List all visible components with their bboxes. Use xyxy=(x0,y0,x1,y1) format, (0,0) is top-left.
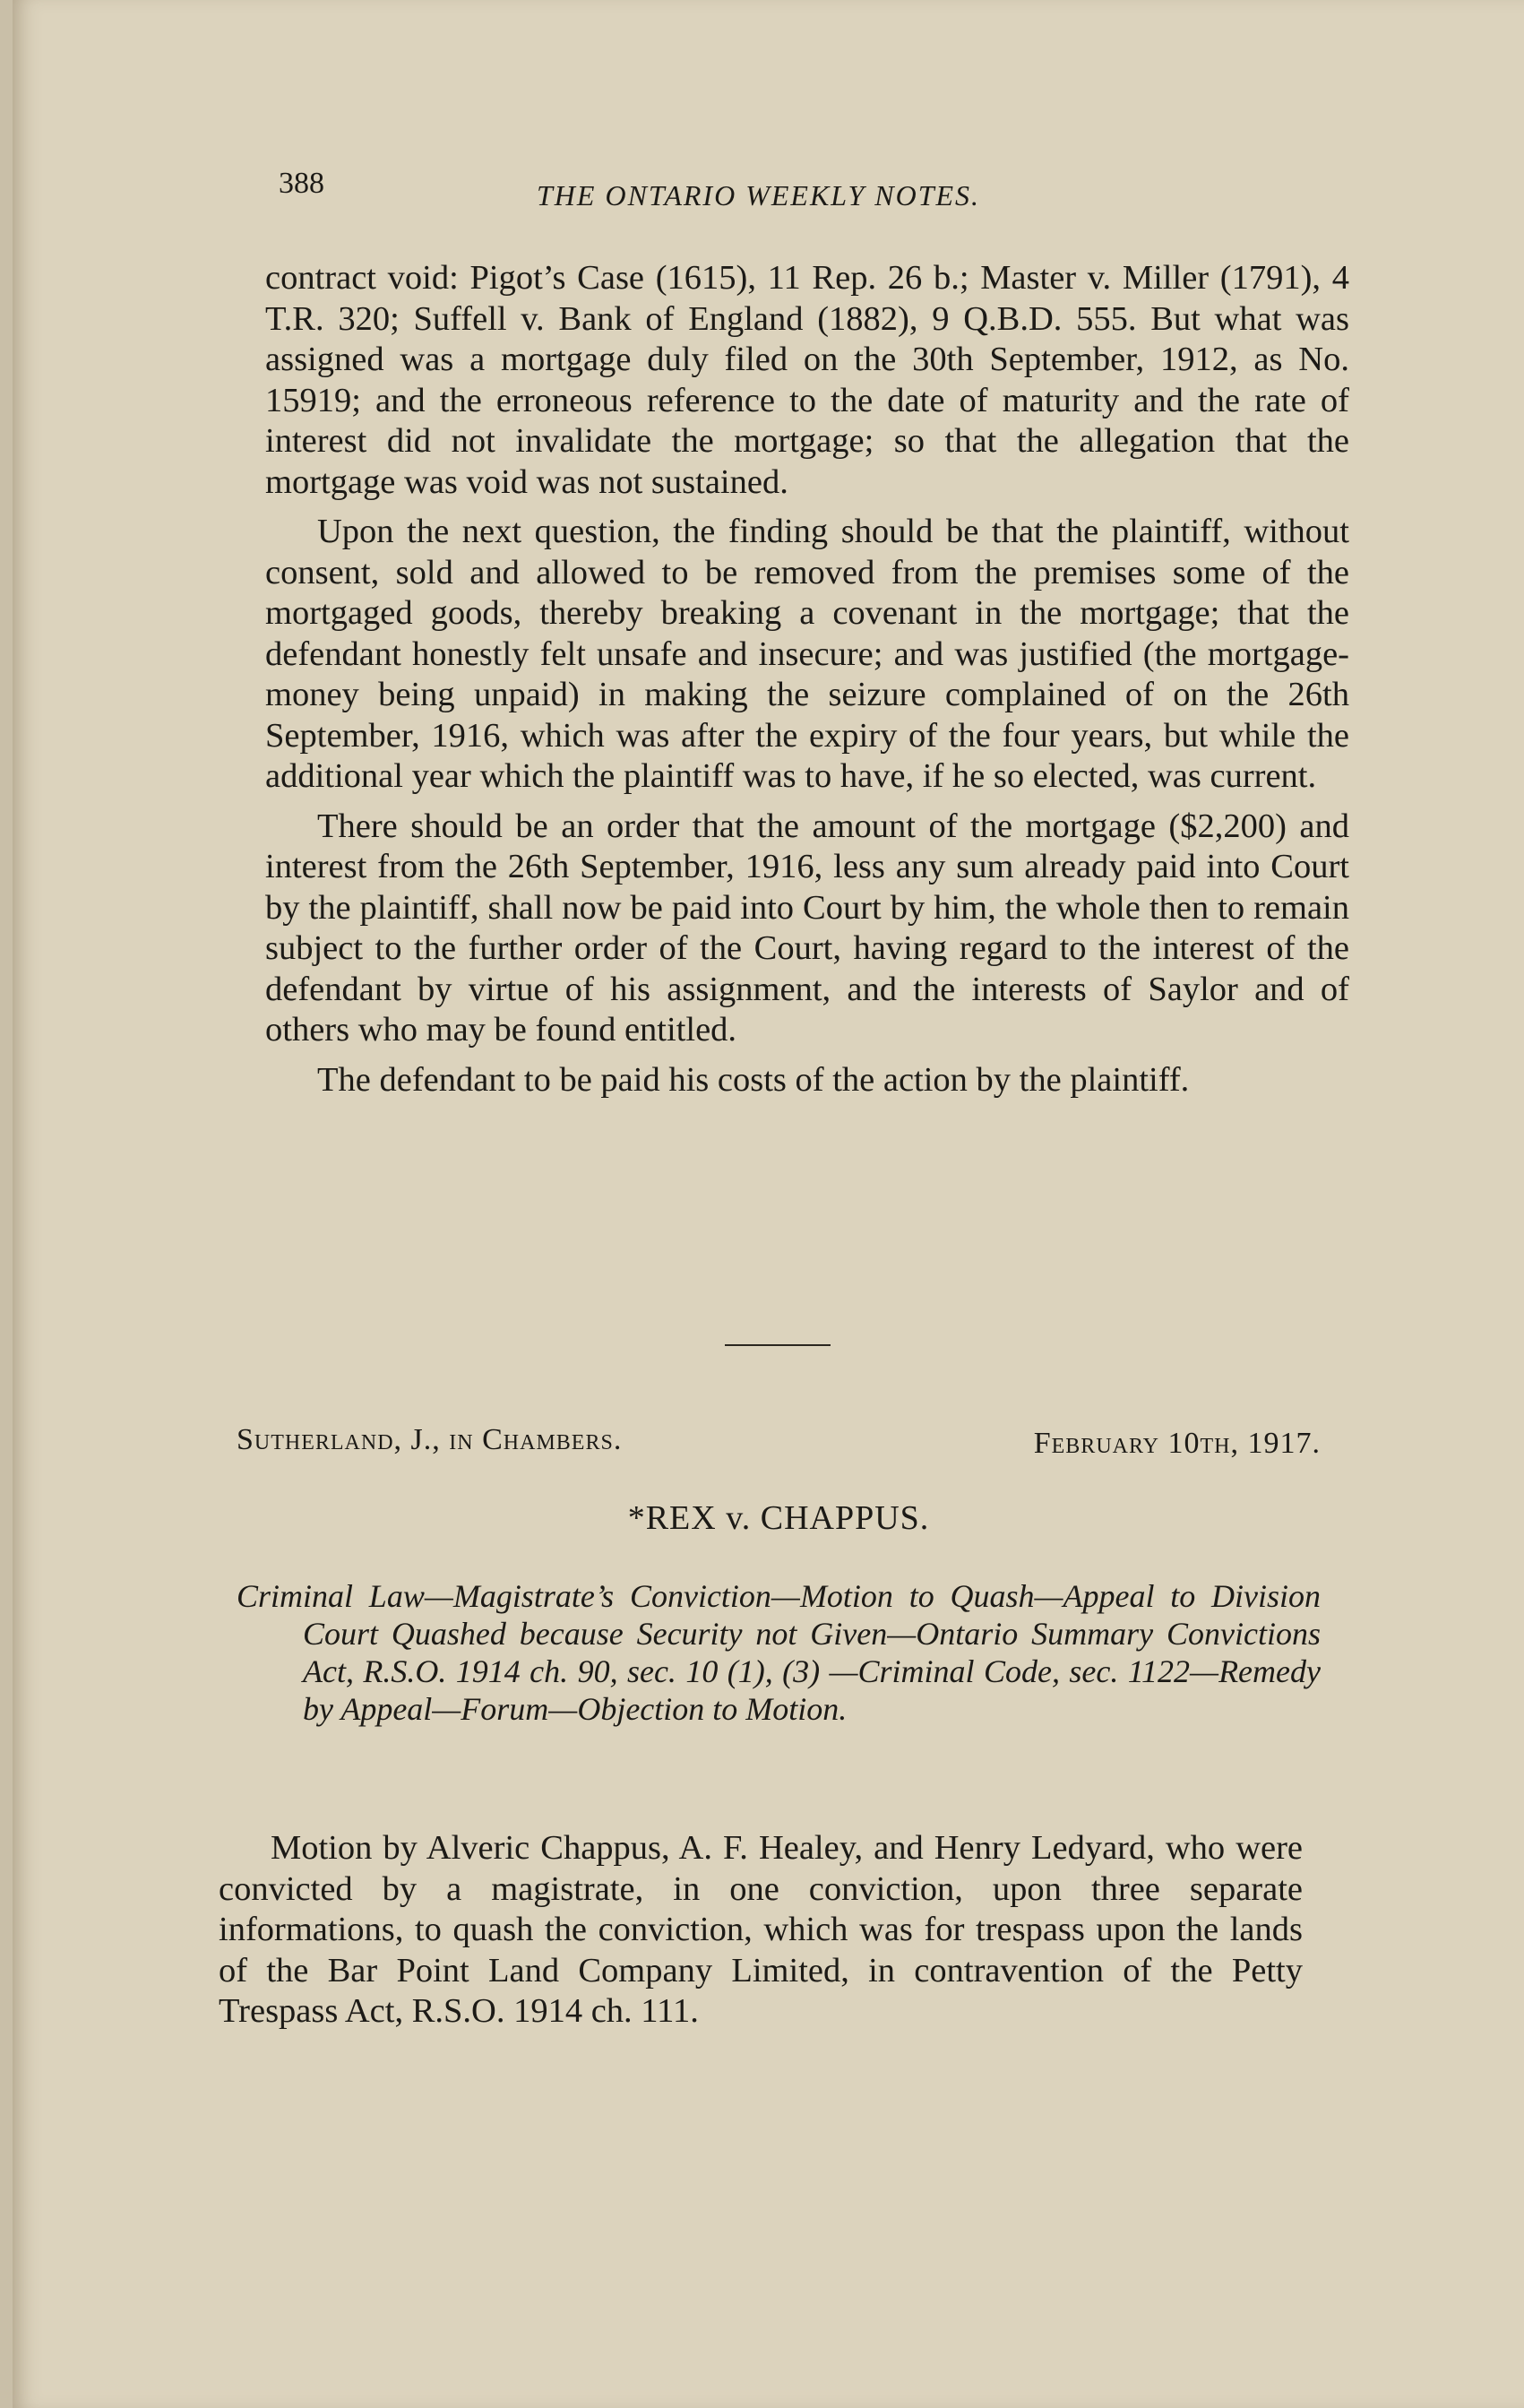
case-judge: Sutherland, J., in Chambers. xyxy=(237,1423,623,1456)
page-number: 388 xyxy=(279,167,324,200)
case-headnote: Criminal Law—Magistrate’s Conviction—Motion to Quash—Appeal to Division Court Quashed because Security not Given—Ontario Summary Convictions Act, R.S.O. 1914 ch. 90, sec. 10 (1), (3) —Criminal Code, sec. 1122—Remedy by Appeal—Forum—Objection to Motion. xyxy=(237,1578,1321,1727)
book-page xyxy=(13,0,1524,2408)
section-divider xyxy=(725,1344,831,1346)
case-title: *REX v. CHAPPUS. xyxy=(627,1499,930,1537)
case-date: February 10th, 1917. xyxy=(1033,1427,1321,1460)
paragraph-costs: The defendant to be paid his costs of the action by the plaintiff. xyxy=(317,1060,1190,1099)
judgment-text-bottom xyxy=(219,1828,1303,2041)
judgment-text-top xyxy=(265,258,1349,1109)
paragraph-order: There should be an order that the amount of the mortgage ($2,200) and interest from the 26th September, 1916, less any sum already paid into Court by the plaintiff, shall now be paid into Court by him, the whole then to remain subject to the further order of the Court, having regard to the interest of the defendant by virtue of his assignment, and the interests of Saylor and of others who may be found entitled. xyxy=(265,807,1349,1049)
page-header xyxy=(268,167,1343,220)
case-line xyxy=(237,1423,1321,1468)
paragraph-continuation: contract void: Pigot’s Case (1615), 11 Rep. 26 b.; Master v. Miller (1791), 4 T.R. 320; Suffell v. Bank of England (1882), 9 Q.B.D. 555. But what was assigned was a mortgage duly filed on the 30th September, 1912, as No. 15919; and the erroneous reference to the date of maturity and the rate of interest did not invalidate the mortgage; so that the allegation that the mortgage was void was not sustained. xyxy=(265,259,1349,501)
running-title: THE ONTARIO WEEKLY NOTES. xyxy=(537,179,981,211)
paragraph-finding: Upon the next question, the finding should be that the plaintiff, without consent, sold and allowed to be removed from the premises some of the mortgaged goods, thereby breaking a covenant in the mortgage; that the defendant honestly felt unsafe and insecure; and was justified (the mortgage-money being unpaid) in making the seizure complained of on the 26th September, 1916, which was after the expiry of the four years, but while the additional year which the plaintiff was to have, if he so elected, was current. xyxy=(265,513,1349,795)
paragraph-motion: Motion by Alveric Chappus, A. F. Healey, and Henry Ledyard, who were convicted by a magistrate, in one conviction, upon three separate informations, to quash the conviction, which was for trespass upon the lands of the Bar Point Land Company Limited, in contravention of the Petty Trespass Act, R.S.O. 1914 ch. 111. xyxy=(219,1829,1303,2030)
